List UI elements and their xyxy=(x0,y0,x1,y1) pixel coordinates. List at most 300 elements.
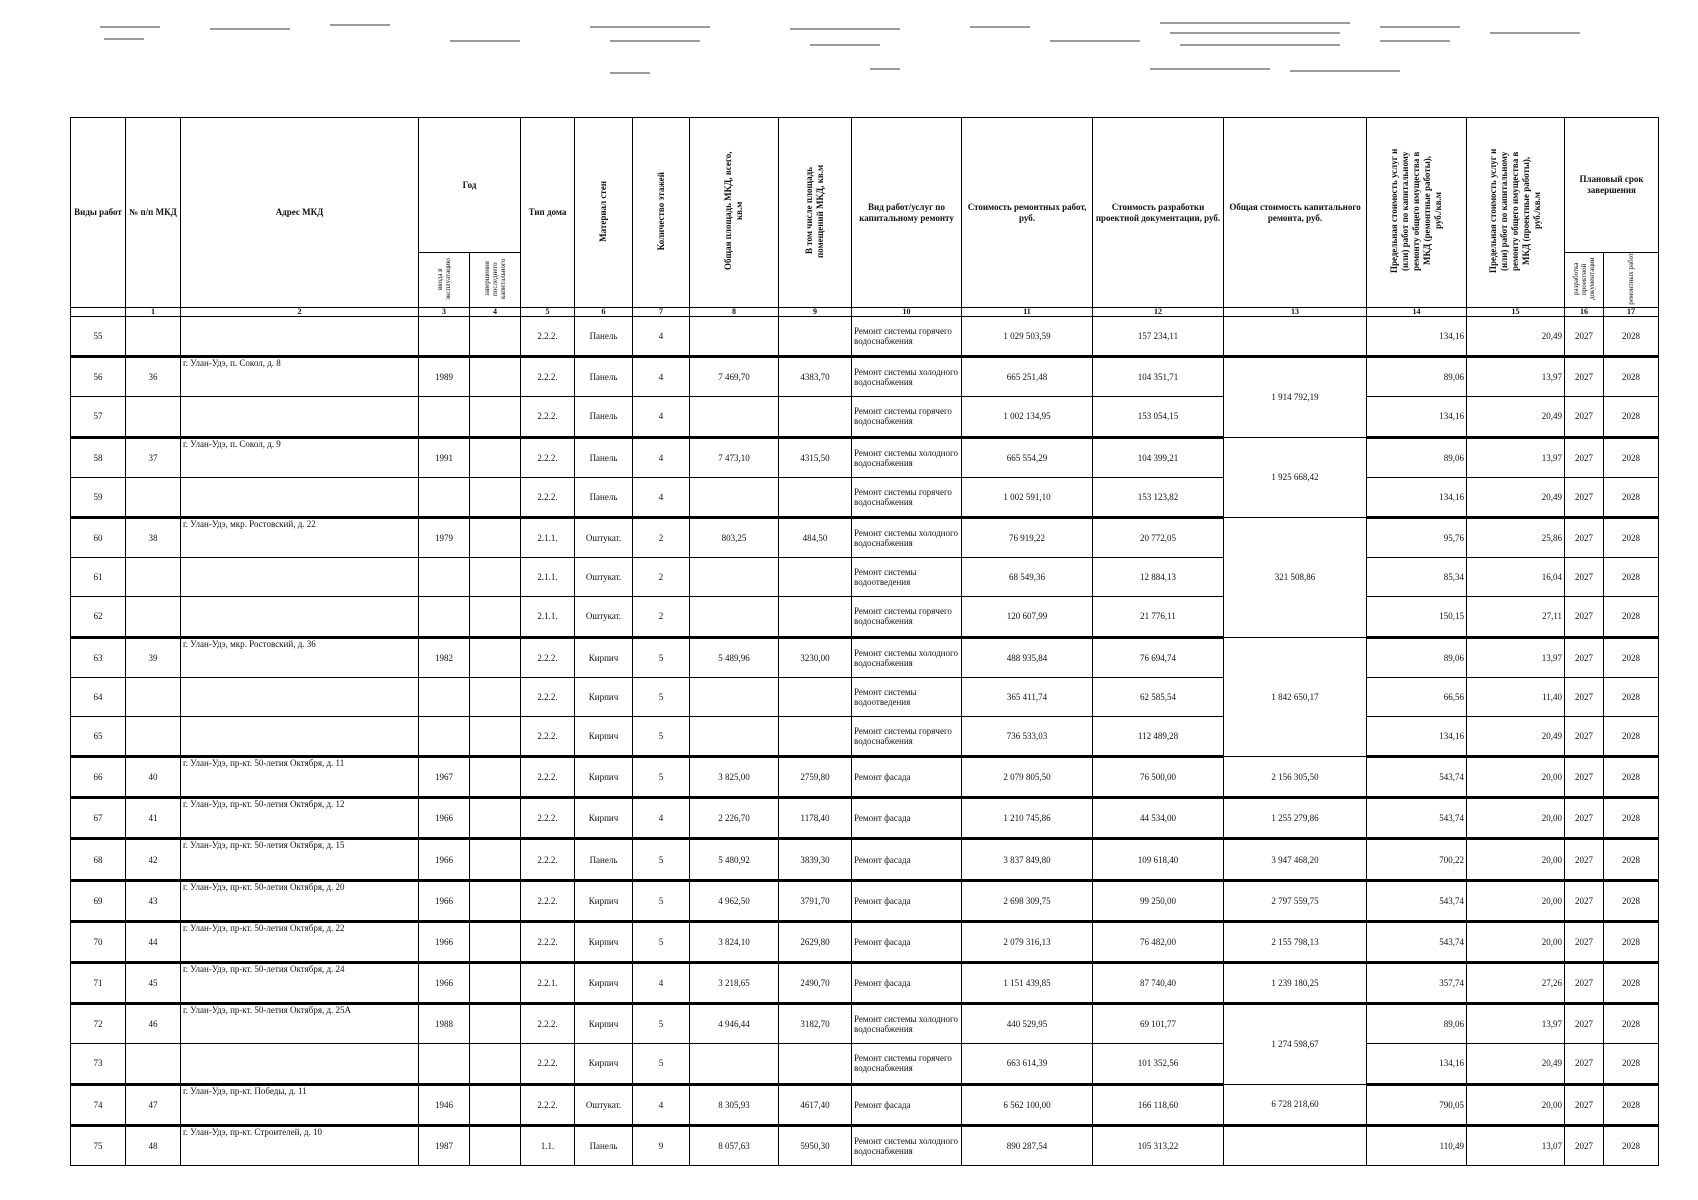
row-number: 57 xyxy=(71,397,126,437)
deadline-design: 2027 xyxy=(1565,1125,1604,1165)
floors-count: 5 xyxy=(633,637,690,677)
year-last xyxy=(470,397,521,437)
mkd-number xyxy=(126,558,181,597)
table-row xyxy=(71,757,1659,798)
wall-material: Панель xyxy=(575,1125,633,1165)
year-commission: 1987 xyxy=(419,1125,470,1165)
row-number: 67 xyxy=(71,798,126,839)
header-year: Год xyxy=(419,118,521,253)
header-design-cost: Стоимость разработки проектной документации, руб. xyxy=(1093,118,1224,308)
deadline-works: 2028 xyxy=(1604,317,1659,357)
table-row xyxy=(71,357,1659,397)
year-commission xyxy=(419,397,470,437)
total-cost: 2 156 305,50 xyxy=(1224,757,1367,798)
header-wall-material: Материал стен xyxy=(575,118,633,308)
total-area xyxy=(690,716,779,756)
deadline-works: 2028 xyxy=(1604,1125,1659,1165)
mkd-number: 47 xyxy=(126,1084,181,1125)
repair-cost: 890 287,54 xyxy=(962,1125,1093,1165)
address-cell xyxy=(181,597,419,637)
address-cell: г. Улан-Удэ, пр-кт. 50-летия Октября, д. 24 xyxy=(181,963,419,1004)
wall-material: Оштукат. xyxy=(575,597,633,637)
year-last xyxy=(470,1084,521,1125)
table-row xyxy=(71,880,1659,921)
total-cost xyxy=(1224,317,1367,357)
design-cost: 104 399,21 xyxy=(1093,437,1224,477)
deadline-works: 2028 xyxy=(1604,1004,1659,1044)
year-commission: 1989 xyxy=(419,357,470,397)
design-cost: 69 101,77 xyxy=(1093,1004,1224,1044)
row-number: 65 xyxy=(71,716,126,756)
limit-works: 543,74 xyxy=(1367,798,1467,839)
repair-cost: 663 614,39 xyxy=(962,1044,1093,1084)
year-last xyxy=(470,798,521,839)
repair-cost: 3 837 849,80 xyxy=(962,839,1093,880)
wall-material: Панель xyxy=(575,839,633,880)
year-commission xyxy=(419,558,470,597)
deadline-design: 2027 xyxy=(1565,1044,1604,1084)
total-area: 8 305,93 xyxy=(690,1084,779,1125)
house-type: 2.2.2. xyxy=(521,716,575,756)
address-cell: г. Улан-Удэ, пр-кт. 50-летия Октября, д. 25А xyxy=(181,1004,419,1044)
limit-works: 357,74 xyxy=(1367,963,1467,1004)
year-last xyxy=(470,677,521,716)
limit-design: 20,49 xyxy=(1467,716,1565,756)
floors-count: 9 xyxy=(633,1125,690,1165)
column-index-row xyxy=(71,308,1659,317)
address-cell: г. Улан-Удэ, пр-кт. 50-летия Октября, д. 11 xyxy=(181,757,419,798)
wall-material: Оштукат. xyxy=(575,517,633,557)
deadline-design: 2027 xyxy=(1565,437,1604,477)
header-premises-area: В том числе площадь помещений МКД, кв.м xyxy=(779,118,852,308)
address-cell xyxy=(181,477,419,517)
deadline-design: 2027 xyxy=(1565,317,1604,357)
wall-material: Панель xyxy=(575,357,633,397)
column-index-cell: 4 xyxy=(470,308,521,317)
floors-count: 2 xyxy=(633,517,690,557)
row-number: 70 xyxy=(71,921,126,962)
premises-area xyxy=(779,477,852,517)
work-type: Ремонт системы холодного водоснабжения xyxy=(852,1004,962,1044)
deadline-design: 2027 xyxy=(1565,1004,1604,1044)
limit-works: 150,15 xyxy=(1367,597,1467,637)
work-type: Ремонт системы холодного водоснабжения xyxy=(852,357,962,397)
total-area: 5 489,96 xyxy=(690,637,779,677)
row-number: 73 xyxy=(71,1044,126,1084)
total-cost: 1 239 180,25 xyxy=(1224,963,1367,1004)
column-index-cell: 12 xyxy=(1093,308,1224,317)
premises-area xyxy=(779,397,852,437)
header-house-type: Тип дома xyxy=(521,118,575,308)
limit-design: 25,86 xyxy=(1467,517,1565,557)
repair-cost: 365 411,74 xyxy=(962,677,1093,716)
table-row xyxy=(71,317,1659,357)
year-commission xyxy=(419,597,470,637)
deadline-works: 2028 xyxy=(1604,880,1659,921)
header-row xyxy=(71,118,1659,253)
limit-works: 134,16 xyxy=(1367,317,1467,357)
floors-count: 5 xyxy=(633,716,690,756)
total-cost: 1 274 598,67 xyxy=(1224,1004,1367,1084)
header-total-area: Общая площадь МКД, всего, кв.м xyxy=(690,118,779,308)
mkd-number: 45 xyxy=(126,963,181,1004)
repair-cost: 1 210 745,86 xyxy=(962,798,1093,839)
floors-count: 4 xyxy=(633,357,690,397)
year-last xyxy=(470,317,521,357)
column-index-cell: 1 xyxy=(126,308,181,317)
house-type: 2.1.1. xyxy=(521,597,575,637)
deadline-works: 2028 xyxy=(1604,517,1659,557)
work-type: Ремонт фасада xyxy=(852,839,962,880)
premises-area: 484,50 xyxy=(779,517,852,557)
premises-area: 4383,70 xyxy=(779,357,852,397)
deadline-works: 2028 xyxy=(1604,1084,1659,1125)
premises-area: 2759,80 xyxy=(779,757,852,798)
deadline-design: 2027 xyxy=(1565,921,1604,962)
year-commission: 1991 xyxy=(419,437,470,477)
limit-works: 134,16 xyxy=(1367,716,1467,756)
repair-cost: 76 919,22 xyxy=(962,517,1093,557)
floors-count: 4 xyxy=(633,397,690,437)
row-number: 56 xyxy=(71,357,126,397)
total-cost: 1 925 668,42 xyxy=(1224,437,1367,517)
design-cost: 153 123,82 xyxy=(1093,477,1224,517)
limit-works: 95,76 xyxy=(1367,517,1467,557)
total-area: 3 218,65 xyxy=(690,963,779,1004)
premises-area: 2490,70 xyxy=(779,963,852,1004)
column-index-cell: 6 xyxy=(575,308,633,317)
year-last xyxy=(470,517,521,557)
total-area: 8 057,63 xyxy=(690,1125,779,1165)
total-cost: 321 508,86 xyxy=(1224,517,1367,637)
work-type: Ремонт системы горячего водоснабжения xyxy=(852,477,962,517)
limit-design: 20,00 xyxy=(1467,880,1565,921)
deadline-works: 2028 xyxy=(1604,437,1659,477)
limit-design: 13,97 xyxy=(1467,1004,1565,1044)
deadline-works: 2028 xyxy=(1604,757,1659,798)
floors-count: 5 xyxy=(633,880,690,921)
year-commission: 1966 xyxy=(419,880,470,921)
house-type: 2.2.2. xyxy=(521,880,575,921)
table-row xyxy=(71,558,1659,597)
mkd-number: 38 xyxy=(126,517,181,557)
column-index-cell: 16 xyxy=(1565,308,1604,317)
total-area xyxy=(690,477,779,517)
work-type: Ремонт фасада xyxy=(852,921,962,962)
mkd-number xyxy=(126,317,181,357)
premises-area xyxy=(779,597,852,637)
deadline-works: 2028 xyxy=(1604,839,1659,880)
work-type: Ремонт системы холодного водоснабжения xyxy=(852,637,962,677)
table-row xyxy=(71,1004,1659,1044)
year-last xyxy=(470,880,521,921)
year-commission xyxy=(419,477,470,517)
year-commission: 1946 xyxy=(419,1084,470,1125)
table-row xyxy=(71,963,1659,1004)
premises-area xyxy=(779,677,852,716)
limit-design: 13,07 xyxy=(1467,1125,1565,1165)
design-cost: 20 772,05 xyxy=(1093,517,1224,557)
wall-material: Кирпич xyxy=(575,757,633,798)
work-type: Ремонт системы горячего водоснабжения xyxy=(852,597,962,637)
work-type: Ремонт фасада xyxy=(852,1084,962,1125)
table-row xyxy=(71,477,1659,517)
header-floors: Количество этажей xyxy=(633,118,690,308)
limit-design: 13,97 xyxy=(1467,637,1565,677)
floors-count: 2 xyxy=(633,597,690,637)
design-cost: 99 250,00 xyxy=(1093,880,1224,921)
design-cost: 101 352,56 xyxy=(1093,1044,1224,1084)
wall-material: Кирпич xyxy=(575,798,633,839)
repair-cost: 736 533,03 xyxy=(962,716,1093,756)
address-cell: г. Улан-Удэ, п. Сокол, д. 8 xyxy=(181,357,419,397)
work-type: Ремонт системы холодного водоснабжения xyxy=(852,1125,962,1165)
year-commission: 1967 xyxy=(419,757,470,798)
year-last xyxy=(470,477,521,517)
deadline-works: 2028 xyxy=(1604,921,1659,962)
deadline-works: 2028 xyxy=(1604,798,1659,839)
address-cell xyxy=(181,677,419,716)
house-type: 2.2.2. xyxy=(521,1044,575,1084)
address-cell xyxy=(181,558,419,597)
row-number: 69 xyxy=(71,880,126,921)
deadline-design: 2027 xyxy=(1565,798,1604,839)
premises-area: 3230,00 xyxy=(779,637,852,677)
work-type: Ремонт фасада xyxy=(852,798,962,839)
repair-cost: 2 079 316,13 xyxy=(962,921,1093,962)
house-type: 2.2.2. xyxy=(521,317,575,357)
premises-area: 3839,30 xyxy=(779,839,852,880)
table-row xyxy=(71,1084,1659,1125)
row-number: 58 xyxy=(71,437,126,477)
deadline-works: 2028 xyxy=(1604,357,1659,397)
wall-material: Кирпич xyxy=(575,677,633,716)
subheader-deadline-works: ремонтных работ xyxy=(1604,253,1659,308)
year-last xyxy=(470,597,521,637)
total-area xyxy=(690,558,779,597)
limit-design: 20,00 xyxy=(1467,757,1565,798)
column-index-cell: 3 xyxy=(419,308,470,317)
total-cost: 2 797 559,75 xyxy=(1224,880,1367,921)
year-last xyxy=(470,437,521,477)
house-type: 2.2.1. xyxy=(521,963,575,1004)
total-cost: 6 728 218,60 xyxy=(1224,1084,1367,1125)
design-cost: 112 489,28 xyxy=(1093,716,1224,756)
subheader-deadline-design: разработка проектной документации xyxy=(1565,253,1604,308)
year-commission: 1979 xyxy=(419,517,470,557)
header-work-types: Виды работ xyxy=(71,118,126,308)
wall-material: Панель xyxy=(575,437,633,477)
table-row xyxy=(71,517,1659,557)
repair-cost: 6 562 100,00 xyxy=(962,1084,1093,1125)
row-number: 68 xyxy=(71,839,126,880)
column-index-cell: 9 xyxy=(779,308,852,317)
year-commission xyxy=(419,1044,470,1084)
work-type: Ремонт системы горячего водоснабжения xyxy=(852,1044,962,1084)
design-cost: 157 234,11 xyxy=(1093,317,1224,357)
total-area: 7 469,70 xyxy=(690,357,779,397)
floors-count: 4 xyxy=(633,1084,690,1125)
table-row xyxy=(71,839,1659,880)
deadline-works: 2028 xyxy=(1604,1044,1659,1084)
limit-design: 20,00 xyxy=(1467,798,1565,839)
repair-cost: 1 029 503,59 xyxy=(962,317,1093,357)
address-cell: г. Улан-Удэ, пр-кт. 50-летия Октября, д. 20 xyxy=(181,880,419,921)
design-cost: 105 313,22 xyxy=(1093,1125,1224,1165)
year-commission: 1982 xyxy=(419,637,470,677)
design-cost: 76 694,74 xyxy=(1093,637,1224,677)
limit-design: 11,40 xyxy=(1467,677,1565,716)
row-number: 75 xyxy=(71,1125,126,1165)
wall-material: Кирпич xyxy=(575,963,633,1004)
total-area xyxy=(690,677,779,716)
limit-works: 66,56 xyxy=(1367,677,1467,716)
table-row xyxy=(71,597,1659,637)
row-number: 64 xyxy=(71,677,126,716)
house-type: 2.2.2. xyxy=(521,677,575,716)
header-deadline: Плановый срок завершения xyxy=(1565,118,1659,253)
floors-count: 5 xyxy=(633,839,690,880)
table-row xyxy=(71,1044,1659,1084)
work-type: Ремонт системы водоотведения xyxy=(852,558,962,597)
wall-material: Оштукат. xyxy=(575,1084,633,1125)
limit-design: 20,49 xyxy=(1467,397,1565,437)
column-index-cell: 5 xyxy=(521,308,575,317)
floors-count: 4 xyxy=(633,317,690,357)
design-cost: 166 118,60 xyxy=(1093,1084,1224,1125)
design-cost: 104 351,71 xyxy=(1093,357,1224,397)
table-row xyxy=(71,397,1659,437)
total-area: 7 473,10 xyxy=(690,437,779,477)
work-type: Ремонт фасада xyxy=(852,757,962,798)
table-body xyxy=(71,317,1659,1166)
table-row xyxy=(71,637,1659,677)
design-cost: 153 054,15 xyxy=(1093,397,1224,437)
limit-works: 543,74 xyxy=(1367,921,1467,962)
repair-cost: 440 529,95 xyxy=(962,1004,1093,1044)
premises-area: 3182,70 xyxy=(779,1004,852,1044)
house-type: 2.2.2. xyxy=(521,798,575,839)
column-index-cell: 15 xyxy=(1467,308,1565,317)
year-last xyxy=(470,963,521,1004)
deadline-design: 2027 xyxy=(1565,963,1604,1004)
column-index-cell: 17 xyxy=(1604,308,1659,317)
table-row xyxy=(71,437,1659,477)
column-index-cell: 14 xyxy=(1367,308,1467,317)
year-last xyxy=(470,558,521,597)
work-type: Ремонт системы водоотведения xyxy=(852,677,962,716)
total-cost: 1 842 650,17 xyxy=(1224,637,1367,757)
limit-design: 13,97 xyxy=(1467,437,1565,477)
design-cost: 12 884,13 xyxy=(1093,558,1224,597)
total-area: 4 962,50 xyxy=(690,880,779,921)
premises-area: 5950,30 xyxy=(779,1125,852,1165)
column-index-cell: 10 xyxy=(852,308,962,317)
deadline-works: 2028 xyxy=(1604,397,1659,437)
address-cell: г. Улан-Удэ, пр-кт. 50-летия Октября, д. 12 xyxy=(181,798,419,839)
column-index-cell xyxy=(71,308,126,317)
mkd-number: 42 xyxy=(126,839,181,880)
deadline-design: 2027 xyxy=(1565,357,1604,397)
header-address: Адрес МКД xyxy=(181,118,419,308)
repair-cost: 1 151 439,85 xyxy=(962,963,1093,1004)
limit-works: 89,06 xyxy=(1367,437,1467,477)
mkd-number: 40 xyxy=(126,757,181,798)
deadline-design: 2027 xyxy=(1565,637,1604,677)
total-cost: 1 914 792,19 xyxy=(1224,357,1367,437)
deadline-works: 2028 xyxy=(1604,597,1659,637)
limit-design: 27,26 xyxy=(1467,963,1565,1004)
year-last xyxy=(470,839,521,880)
mkd-number: 43 xyxy=(126,880,181,921)
deadline-design: 2027 xyxy=(1565,558,1604,597)
limit-design: 20,00 xyxy=(1467,839,1565,880)
limit-works: 89,06 xyxy=(1367,1004,1467,1044)
premises-area: 4315,50 xyxy=(779,437,852,477)
deadline-design: 2027 xyxy=(1565,597,1604,637)
address-cell xyxy=(181,397,419,437)
mkd-number: 46 xyxy=(126,1004,181,1044)
year-commission: 1966 xyxy=(419,839,470,880)
design-cost: 109 618,40 xyxy=(1093,839,1224,880)
capital-repair-table xyxy=(70,117,1659,1166)
work-type: Ремонт системы горячего водоснабжения xyxy=(852,716,962,756)
limit-works: 543,74 xyxy=(1367,757,1467,798)
deadline-design: 2027 xyxy=(1565,517,1604,557)
limit-works: 134,16 xyxy=(1367,477,1467,517)
total-area xyxy=(690,1044,779,1084)
house-type: 2.2.2. xyxy=(521,1084,575,1125)
repair-cost: 1 002 134,95 xyxy=(962,397,1093,437)
wall-material: Кирпич xyxy=(575,637,633,677)
deadline-works: 2028 xyxy=(1604,477,1659,517)
address-cell xyxy=(181,1044,419,1084)
floors-count: 5 xyxy=(633,1044,690,1084)
limit-works: 89,06 xyxy=(1367,357,1467,397)
mkd-number: 37 xyxy=(126,437,181,477)
limit-design: 27,11 xyxy=(1467,597,1565,637)
limit-works: 134,16 xyxy=(1367,397,1467,437)
column-index-cell: 11 xyxy=(962,308,1093,317)
floors-count: 5 xyxy=(633,1004,690,1044)
work-type: Ремонт системы горячего водоснабжения xyxy=(852,317,962,357)
house-type: 2.2.2. xyxy=(521,477,575,517)
subheader-year-last: завершения последнего капитального xyxy=(470,253,521,308)
table-row xyxy=(71,716,1659,756)
year-last xyxy=(470,1125,521,1165)
wall-material: Кирпич xyxy=(575,921,633,962)
total-area: 3 824,10 xyxy=(690,921,779,962)
house-type: 2.2.2. xyxy=(521,1004,575,1044)
design-cost: 62 585,54 xyxy=(1093,677,1224,716)
total-cost: 2 155 798,13 xyxy=(1224,921,1367,962)
total-area: 5 480,92 xyxy=(690,839,779,880)
row-number: 74 xyxy=(71,1084,126,1125)
work-type: Ремонт фасада xyxy=(852,963,962,1004)
design-cost: 76 500,00 xyxy=(1093,757,1224,798)
deadline-works: 2028 xyxy=(1604,677,1659,716)
total-area xyxy=(690,597,779,637)
scanned-header-noise xyxy=(90,18,1650,90)
deadline-works: 2028 xyxy=(1604,716,1659,756)
address-cell: г. Улан-Удэ, пр-кт. Победы, д. 11 xyxy=(181,1084,419,1125)
limit-works: 700,22 xyxy=(1367,839,1467,880)
mkd-number xyxy=(126,1044,181,1084)
address-cell xyxy=(181,317,419,357)
wall-material: Кирпич xyxy=(575,1044,633,1084)
deadline-design: 2027 xyxy=(1565,716,1604,756)
mkd-number xyxy=(126,716,181,756)
